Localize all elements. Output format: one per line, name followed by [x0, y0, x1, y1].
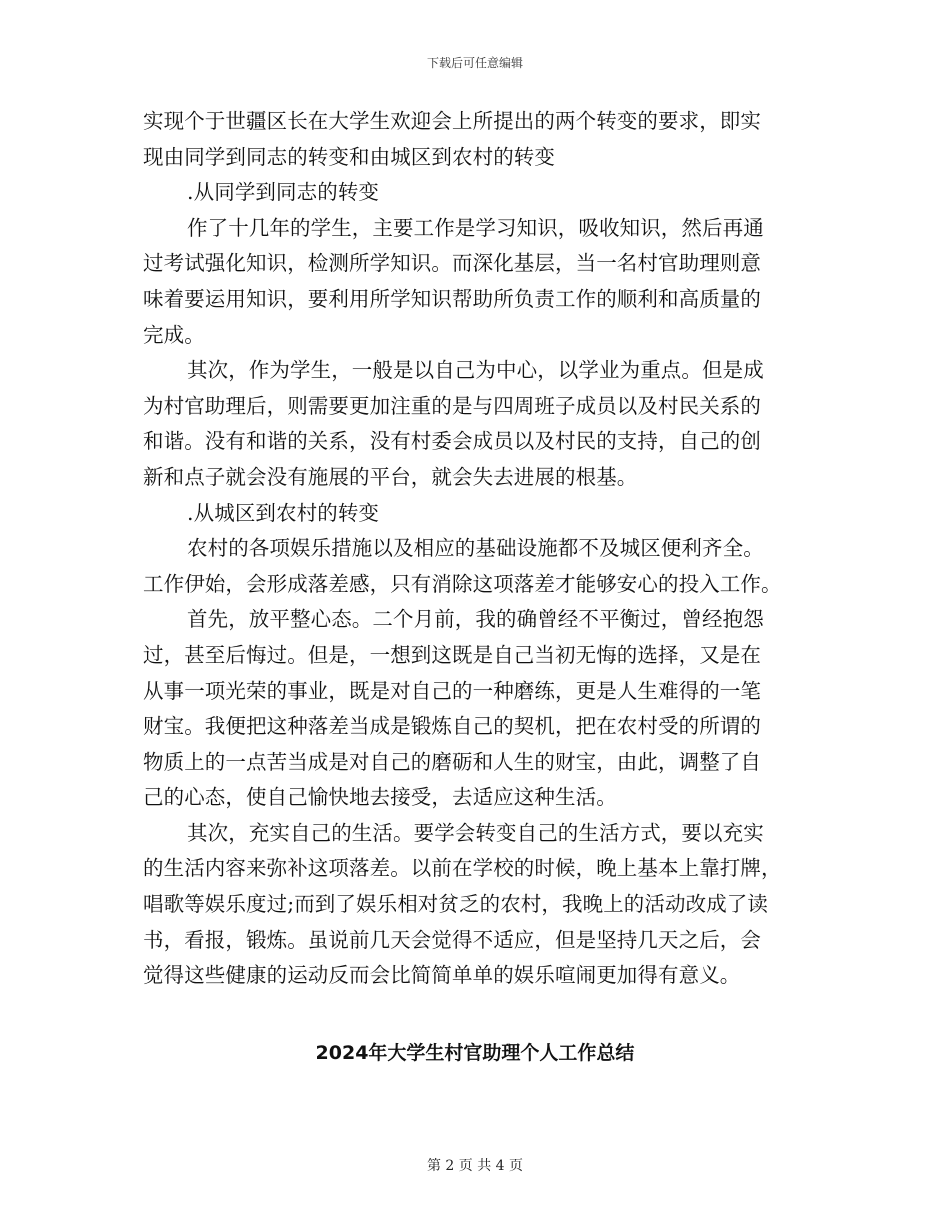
text-line: .从同学到同志的转变	[187, 180, 380, 205]
text-line: 作了十几年的学生，主要工作是学习知识，吸收知识，然后再通	[187, 215, 764, 240]
text-line: 书，看报，锻炼。虽说前几天会觉得不适应，但是坚持几天之后，会	[143, 927, 761, 952]
text-line: 财宝。我便把这种落差当成是锻炼自己的契机，把在农村受的所谓的	[143, 714, 761, 739]
text-line: 农村的各项娱乐措施以及相应的基础设施都不及城区便利齐全。	[187, 536, 764, 561]
text-line: 完成。	[143, 322, 205, 347]
text-line: 物质上的一点苦当成是对自己的磨砺和人生的财宝，由此，调整了自	[143, 749, 761, 774]
text-line: 唱歌等娱乐度过;而到了娱乐相对贫乏的农村，我晚上的活动改成了读	[143, 892, 769, 917]
text-line: 的生活内容来弥补这项落差。以前在学校的时候，晚上基本上靠打牌，	[143, 856, 782, 881]
text-line: 其次，充实自己的生活。要学会转变自己的生活方式，要以充实	[187, 820, 764, 845]
text-line: 和谐。没有和谐的关系，没有村委会成员以及村民的支持，自己的创	[143, 429, 761, 454]
text-line: 为村官助理后，则需要更加注重的是与四周班子成员以及村民关系的	[143, 393, 761, 418]
section-title: 2024年大学生村官助理个人工作总结	[315, 1042, 635, 1064]
text-line: 工作伊始，会形成落差感，只有消除这项落差才能够安心的投入工作。	[143, 571, 782, 596]
text-line: 味着要运用知识，要利用所学知识帮助所负责工作的顺利和高质量的	[143, 286, 761, 311]
text-line: 实现个于世疆区长在大学生欢迎会上所提出的两个转变的要求，即实	[143, 109, 761, 133]
document-body	[143, 104, 803, 994]
text-line: 己的心态，使自己愉快地去接受，去适应这种生活。	[143, 785, 617, 810]
text-line: 从事一项光荣的事业，既是对自己的一种磨练，更是人生难得的一笔	[143, 678, 761, 703]
text-line: 过，甚至后悔过。但是，一想到这既是自己当初无悔的选择，又是在	[143, 642, 761, 667]
text-line: 新和点子就会没有施展的平台，就会失去进展的根基。	[143, 464, 638, 489]
text-line: 其次，作为学生，一般是以自己为中心，以学业为重点。但是成	[187, 358, 764, 383]
text-line: 过考试强化知识，检测所学知识。而深化基层，当一名村官助理则意	[143, 251, 761, 276]
page-footer: 第 2 页 共 4 页	[426, 1158, 524, 1174]
page-header: 下载后可任意编辑	[426, 56, 523, 70]
text-line: 首先，放平整心态。二个月前，我的确曾经不平衡过，曾经抱怨	[187, 607, 764, 632]
text-line: 现由同学到同志的转变和由城区到农村的转变	[143, 144, 555, 169]
text-line: .从城区到农村的转变	[187, 500, 380, 525]
text-line: 觉得这些健康的运动反而会比简简单单的娱乐喧闹更加得有意义。	[143, 963, 741, 988]
